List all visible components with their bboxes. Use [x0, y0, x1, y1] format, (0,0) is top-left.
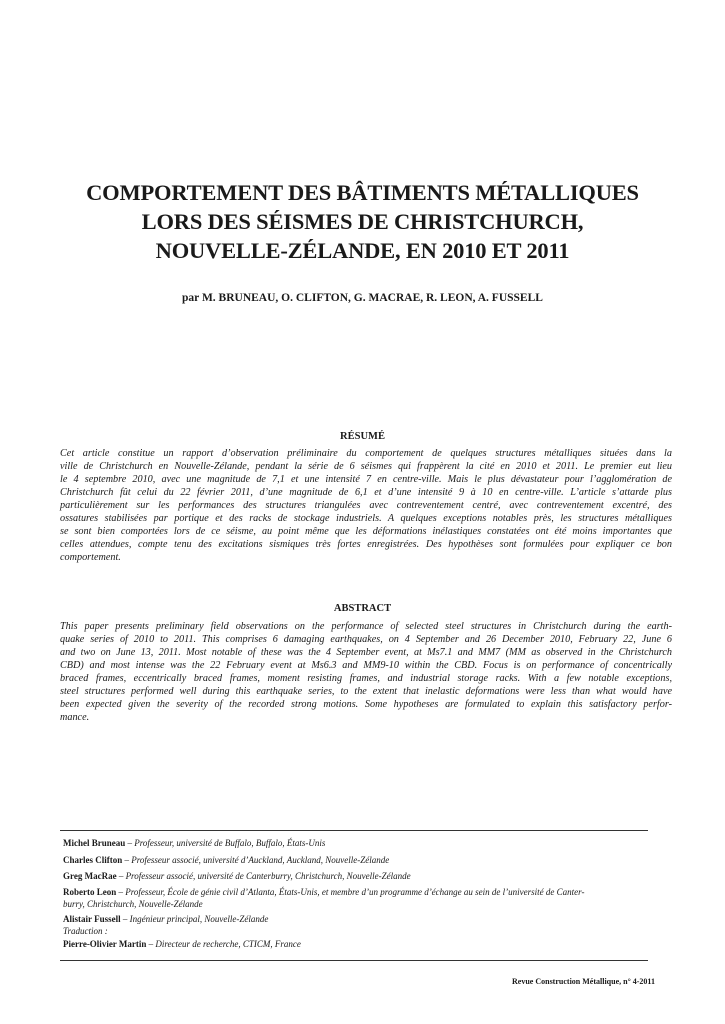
affiliation-name: Michel Bruneau [63, 838, 126, 848]
translation-label: Traduction : [63, 926, 108, 936]
abstract-line: mance. [60, 712, 90, 723]
affiliations-bottom-rule [60, 960, 648, 961]
abstract-line: quake series of 2010 to 2011. This comprises 6 damaging earthquakes, on 4 September and 26 December 2010, February 22, June 6 [60, 634, 672, 645]
resume-line: celles attendues, compte tenu des excitations sismiques très fortes enregistrées. Des hypothèses sont formulées pour expliquer ce bon [60, 539, 672, 550]
affiliations-top-rule [60, 830, 648, 831]
abstract-heading: ABSTRACT [333, 603, 392, 614]
affiliation-row [63, 898, 648, 911]
abstract-line: braced frames, eccentrically braced frames, moment resisting frames, and industrial storage racks. With a few notable exceptions, [60, 673, 672, 684]
resume-line: ville de Christchurch en Nouvelle-Zélande, pendant la série de 6 séismes qui frappèrent la cité en 2010 et 2011. Le premier eut lieu [60, 461, 672, 472]
affiliation-desc: – Professeur associé, université d’Auckland, Auckland, Nouvelle-Zélande [122, 854, 390, 865]
resume-text [60, 447, 672, 564]
resume-line: particulièrement sur les performances des structures triangulées avec contreventement centré, avec contreventement excentré, des [60, 500, 672, 511]
affiliation-desc: – Professeur, université de Buffalo, Buffalo, États-Unis [125, 838, 326, 848]
resume-line: ossatures stabilisées par portique et des racks de stockage industriels. A quelques exceptions notables près, les structures métalliques [60, 513, 672, 524]
resume-line: Christchurch fût celui du 22 février 2011, d’une magnitude de 6,1 et d’une intensité 9 à 10 en centre-ville. L’article s’attarde plus [60, 487, 672, 498]
affiliation-row [63, 853, 648, 868]
affiliation-desc: burry, Christchurch, Nouvelle-Zélande [63, 899, 203, 909]
title-line: LORS DES SÉISMES DE CHRISTCHURCH, [141, 209, 584, 234]
resume-line: comportement. [60, 552, 121, 563]
resume-line: le 4 septembre 2010, avec une magnitude de 7,1 et une intensité 7 en centre-ville. Mais le plus dévastateur pour l’agglomération de [60, 474, 672, 485]
article-title [40, 178, 685, 265]
affiliation-desc: – Ingénieur principal, Nouvelle-Zélande [120, 913, 269, 924]
author-byline: par M. BRUNEAU, O. CLIFTON, G. MACRAE, R. LEON, A. FUSSELL [182, 292, 543, 304]
affiliation-desc: – Professeur, École de génie civil d’Atlanta, États-Unis, et membre d’un programme d’échange au sein de l’université de Canter- [116, 886, 585, 897]
abstract-line: been expected given the severity of the recorded strong motions. Some hypotheses are formulated to explain this satisfactory perfor- [60, 699, 672, 710]
author-affiliations [63, 836, 648, 950]
affiliation-row [63, 938, 648, 951]
resume-line: Cet article constitue un rapport d’observation préliminaire du comportement de quelques structures métalliques situées dans la [60, 448, 672, 459]
title-line: COMPORTEMENT DES BÂTIMENTS MÉTALLIQUES [86, 180, 639, 205]
resume-heading: RÉSUMÉ [340, 431, 385, 442]
abstract-line: CBD) and most intense was the 22 February event at Ms6.3 and MM9-10 within the CBD. Focus is on performance of concentrically [60, 660, 672, 671]
affiliation-row [63, 836, 648, 851]
affiliation-name: Roberto Leon [63, 886, 117, 897]
affiliation-row [63, 886, 648, 899]
affiliation-row [63, 913, 648, 926]
affiliation-desc: – Professeur associé, université de Canterburry, Christchurch, Nouvelle-Zélande [116, 871, 411, 881]
abstract-line: This paper presents preliminary field observations on the performance of selected steel structures in Christchurch during the earth- [60, 621, 672, 632]
affiliation-name: Charles Clifton [63, 854, 123, 865]
abstract-line: and two on June 13, 2011. Most notable of these was the 4 September event, at Ms7.1 and MM7 (MM as observed in the Christchurch [60, 647, 672, 658]
abstract-line: steel structures performed well during this earthquake series, to the extent that inelastic deformations were less than what would have [60, 686, 672, 697]
affiliation-row [63, 869, 648, 884]
abstract-text [60, 620, 672, 724]
journal-footer: Revue Construction Métallique, n° 4-2011 [512, 977, 655, 986]
affiliation-name: Greg MacRae [63, 871, 117, 881]
affiliation-name: Pierre-Olivier Martin [63, 938, 147, 949]
title-line: NOUVELLE-ZÉLANDE, EN 2010 ET 2011 [155, 238, 570, 263]
affiliation-row [63, 925, 648, 938]
affiliation-name: Alistair Fussell [63, 913, 121, 924]
resume-line: se sont bien comportées lors de ce séisme, au point même que les déformations inélastiques constatées ont été moins importantes que [60, 526, 672, 537]
affiliation-desc: – Directeur de recherche, CTICM, France [146, 938, 301, 949]
